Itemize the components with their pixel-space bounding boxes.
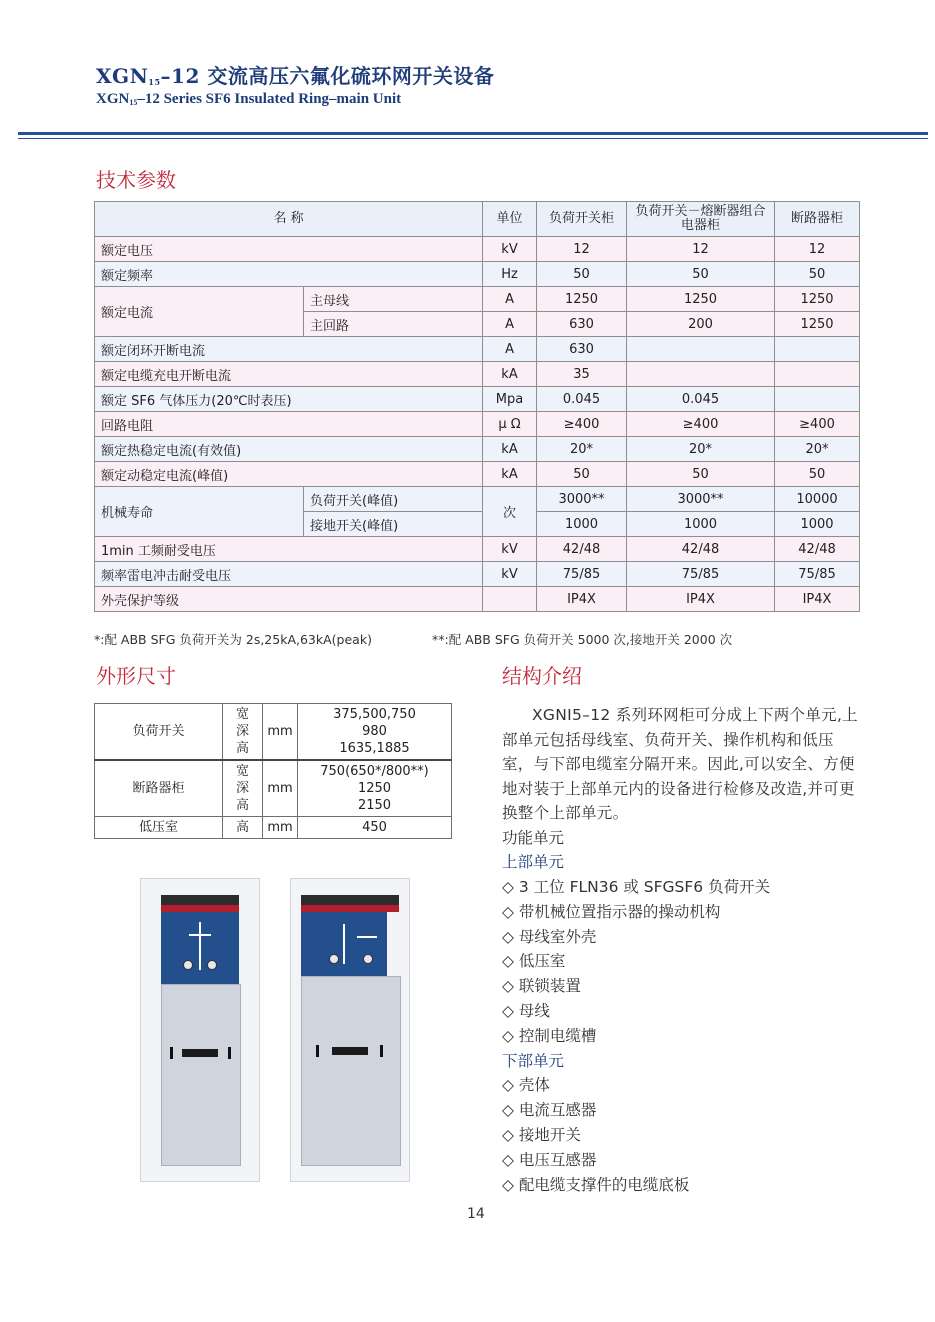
list-item: ◇ 控制电缆槽 — [502, 1026, 597, 1045]
list-item: ◇ 3 工位 FLN36 或 SFGSF6 负荷开关 — [502, 878, 771, 897]
page-title-cn: $XGN_{15}-12$ 交流高压六氟化硫环网开关设备 — [96, 64, 495, 88]
list-item: ◇ 母线室外壳 — [502, 927, 597, 946]
page-number: 14 — [467, 1206, 485, 1222]
table-row: 负荷开关 宽 深 高 mm 375,500,750 980 1635,1885 — [95, 704, 452, 761]
page-title-en: $XGN_{15}-12$ Series SF6 Insulated Ring–main Unit — [96, 91, 402, 107]
table-row: 断路器柜 宽 深 高 mm 750(650*/800**) 1250 2150 — [95, 760, 452, 817]
list-item: ◇ 电流互感器 — [502, 1101, 597, 1120]
header-rule-thin — [18, 138, 928, 139]
list-item: ◇ 壳体 — [502, 1076, 550, 1095]
func-label: 功能单元 — [502, 828, 565, 847]
header-rule-thick — [18, 132, 928, 135]
tech-table — [94, 201, 860, 612]
table-row: 额定频率 Hz 50 50 50 — [95, 262, 860, 287]
structure-heading: 结构介绍 — [502, 664, 582, 688]
dims-heading: 外形尺寸 — [96, 664, 176, 688]
structure-paragraph: XGNI5–12 系列环网柜可分成上下两个单元,上 部单元包括母线室、负荷开关、操作机构和低压室，与下部电缆室分隔开来。因此,可以安全、方便地对装于上部单元内的设备进行检修及改造,并可更换整个上部单元。 — [502, 706, 858, 822]
list-item: ◇ 低压室 — [502, 952, 566, 971]
table-row: 额定动稳定电流(峰值) kA 50 50 50 — [95, 462, 860, 487]
col-fuse-combo-header: 负荷开关－熔断器组合电器柜 — [627, 202, 775, 237]
table-row: 低压室 高 mm 450 — [95, 817, 452, 839]
col-load-switch-header: 负荷开关柜 — [537, 202, 627, 237]
list-item: ◇ 母线 — [502, 1002, 550, 1021]
lower-unit-label: 下部单元 — [502, 1051, 565, 1070]
table-row: 机械寿命 负荷开关(峰值) 次 3000** 3000** 10000 — [95, 487, 860, 512]
table-row: 额定电流 主母线 A 1250 1250 1250 — [95, 287, 860, 312]
dims-table — [94, 703, 452, 839]
table-row: 频率雷电冲击耐受电压 kV 75/85 75/85 75/85 — [95, 562, 860, 587]
table-row: 额定电缆充电开断电流 kA 35 — [95, 362, 860, 387]
table-row: 额定电压 kV 12 12 12 — [95, 237, 860, 262]
structure-text — [502, 703, 862, 1197]
cabinet-photo-right — [290, 878, 410, 1182]
list-item: ◇ 接地开关 — [502, 1126, 581, 1145]
list-item: ◇ 配电缆支撑件的电缆底板 — [502, 1175, 690, 1194]
table-row: 主回路 A 630 200 1250 — [95, 312, 860, 337]
cabinet-photo-left — [140, 878, 260, 1182]
col-breaker-header: 断路器柜 — [775, 202, 860, 237]
list-item: ◇ 电压互感器 — [502, 1150, 597, 1169]
table-row: 回路电阻 μ Ω ≥400 ≥400 ≥400 — [95, 412, 860, 437]
tech-heading: 技术参数 — [96, 168, 176, 192]
table-row: 额定闭环开断电流 A 630 — [95, 337, 860, 362]
tech-header-row — [95, 202, 860, 237]
table-row: 1min 工频耐受电压 kV 42/48 42/48 42/48 — [95, 537, 860, 562]
table-row: 额定热稳定电流(有效值) kA 20* 20* 20* — [95, 437, 860, 462]
upper-unit-label: 上部单元 — [502, 853, 565, 872]
footnote-1: *:配 ABB SFG 负荷开关为 2s,25kA,63kA(peak) — [94, 632, 372, 647]
footnote-2: **:配 ABB SFG 负荷开关 5000 次,接地开关 2000 次 — [432, 632, 733, 647]
col-name-header: 名 称 — [95, 202, 483, 237]
list-item: ◇ 联锁装置 — [502, 977, 581, 996]
table-row: 额定 SF6 气体压力(20℃时表压) Mpa 0.045 0.045 — [95, 387, 860, 412]
table-row: 外壳保护等级 IP4X IP4X IP4X — [95, 587, 860, 612]
col-unit-header: 单位 — [483, 202, 537, 237]
table-row: 接地开关(峰值) 1000 1000 1000 — [95, 512, 860, 537]
list-item: ◇ 带机械位置指示器的操动机构 — [502, 902, 721, 921]
